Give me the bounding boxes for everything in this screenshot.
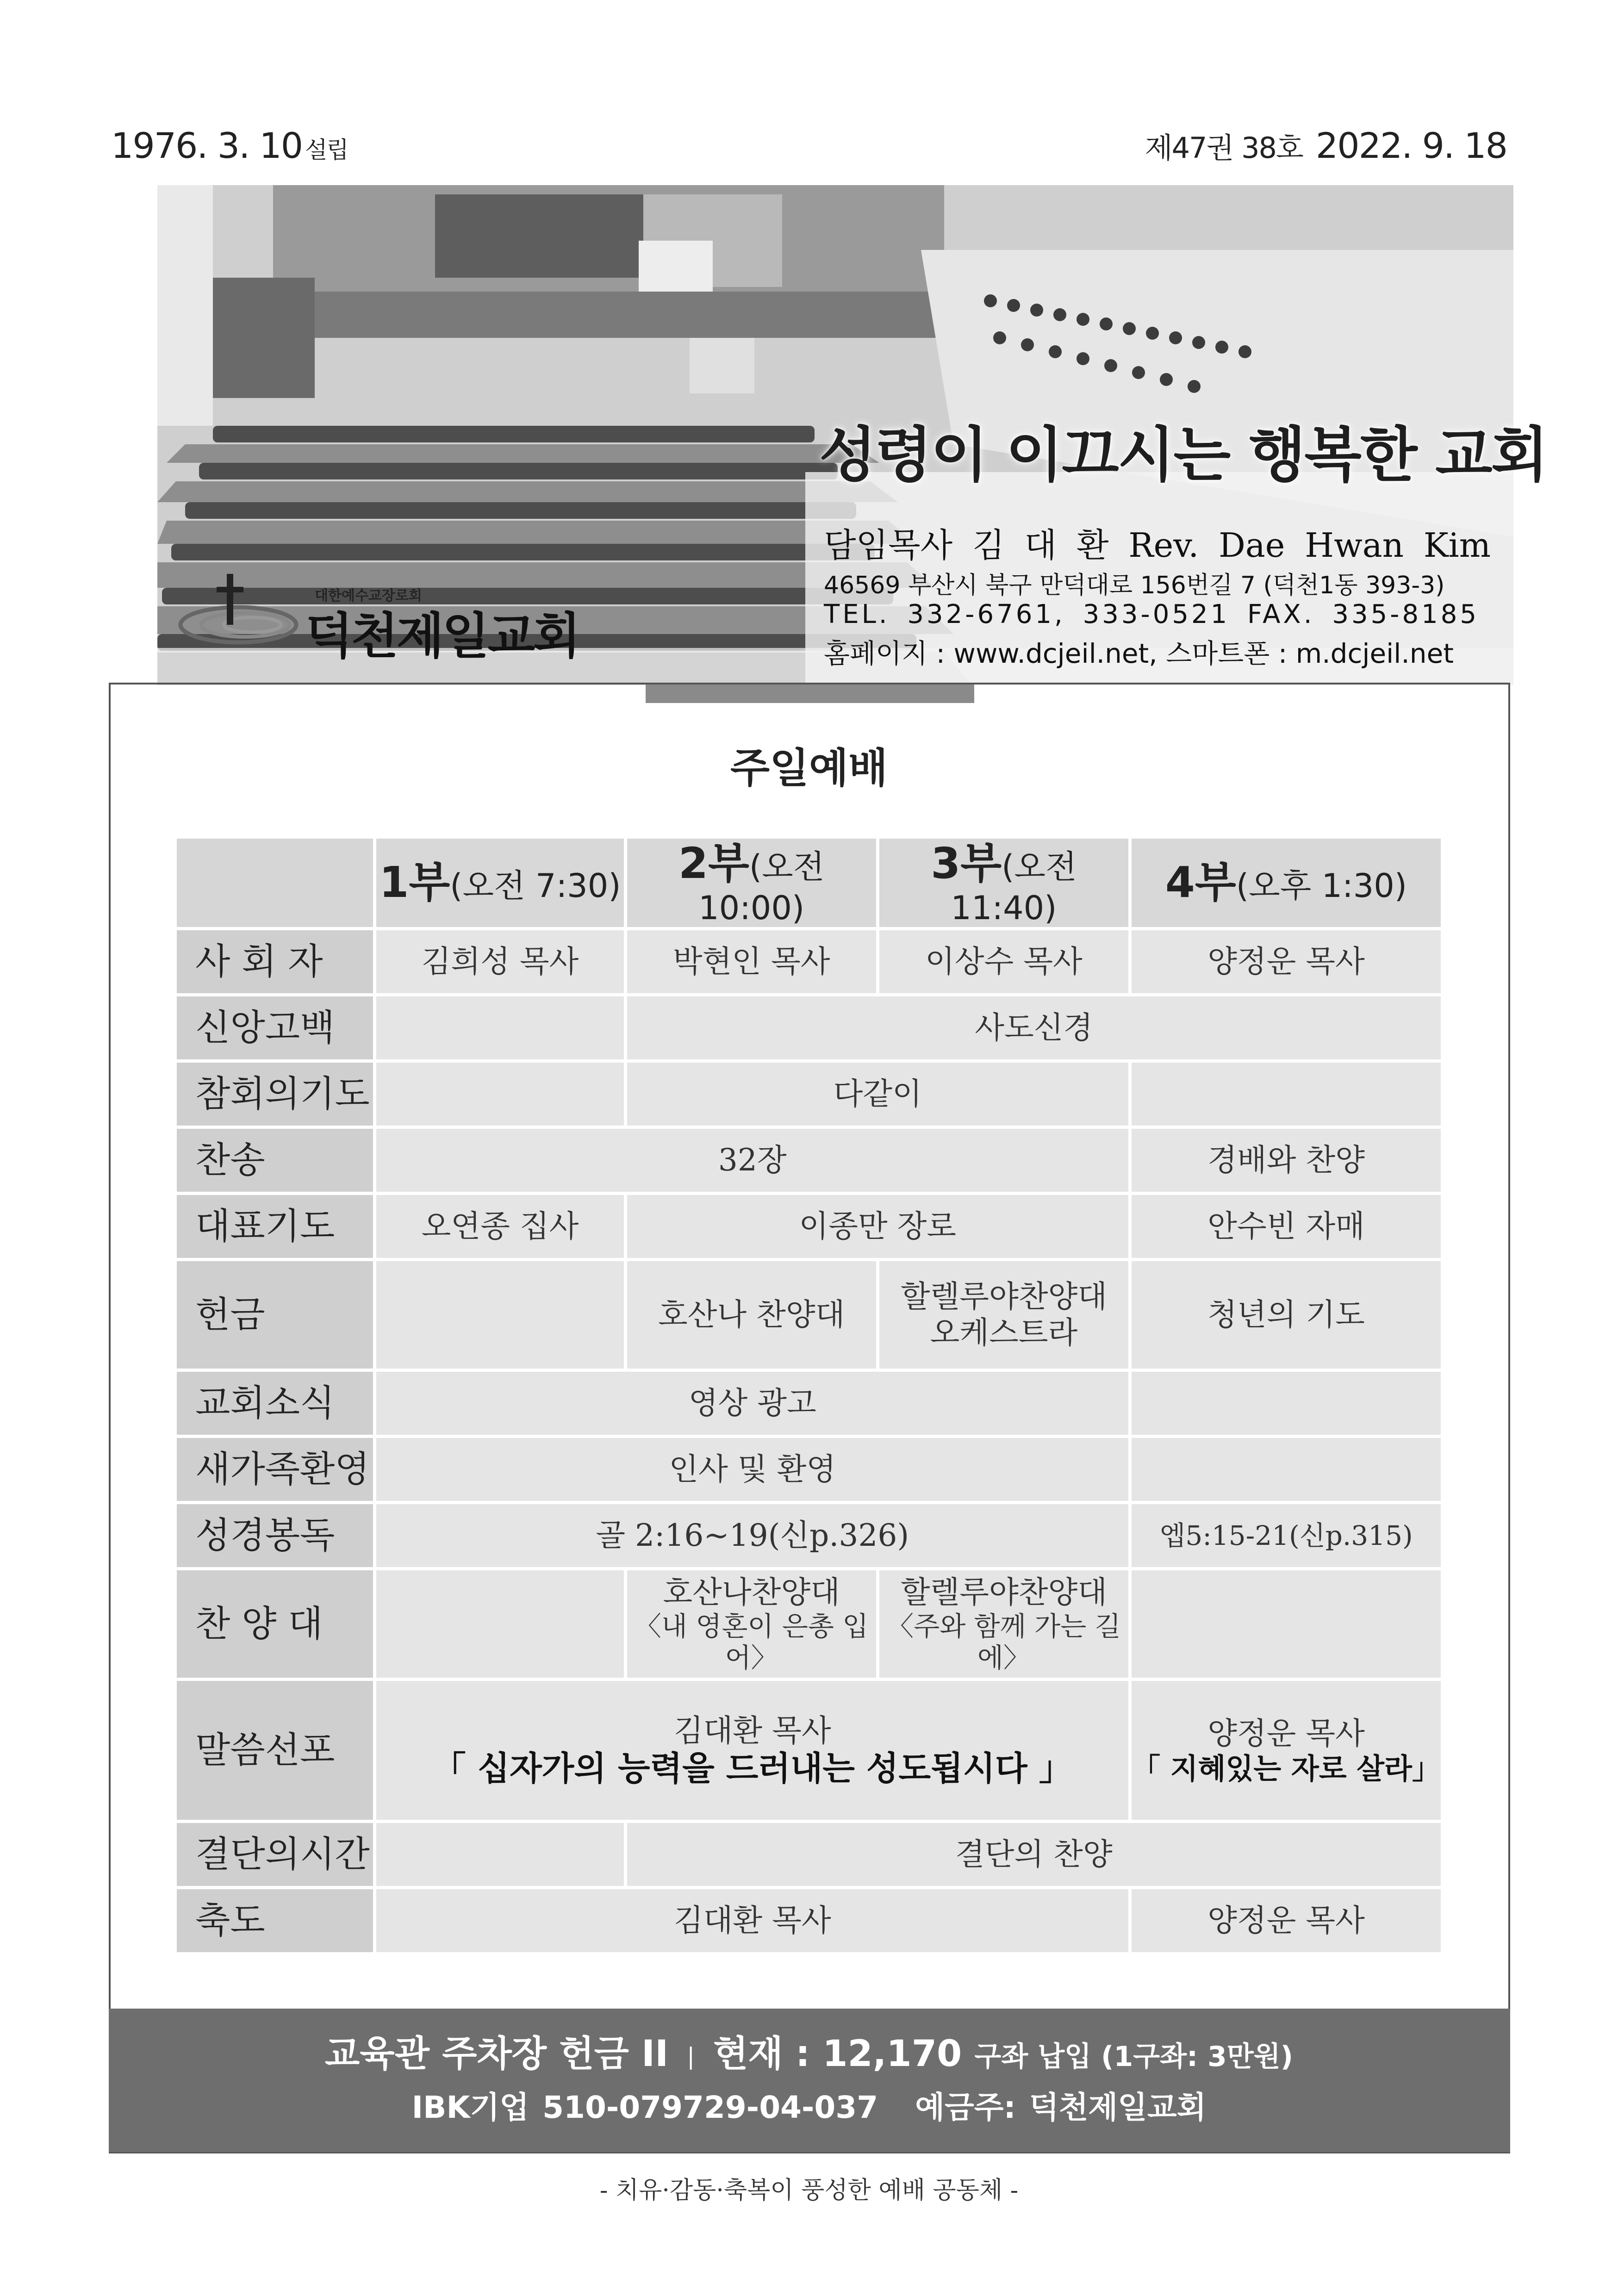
prayer-1: 오연종 집사 bbox=[376, 1195, 623, 1258]
label-decision-time: 결단의시간 bbox=[177, 1823, 373, 1886]
label-repentance-prayer: 참회의기도 bbox=[177, 1063, 373, 1126]
repent-2-3: 다같이 bbox=[627, 1063, 1129, 1126]
row-repentance-prayer bbox=[177, 1063, 1441, 1126]
row-benediction bbox=[177, 1889, 1441, 1952]
church-slogan: 성령이 이끄시는 행복한 교회 bbox=[819, 421, 1547, 490]
offering-3: 할렐루야찬양대 오케스트라 bbox=[879, 1261, 1128, 1369]
reading-1-3: 골 2:16~19(신p.326) bbox=[376, 1504, 1128, 1567]
row-church-news bbox=[177, 1372, 1441, 1435]
founded-date-value: 1976. 3. 10 bbox=[111, 125, 303, 166]
row-representative-prayer bbox=[177, 1195, 1441, 1258]
repent-4-empty bbox=[1132, 1063, 1441, 1126]
issue-info bbox=[1145, 125, 1507, 166]
presider-4: 양정운 목사 bbox=[1132, 930, 1441, 993]
offering-4: 청년의 기도 bbox=[1132, 1261, 1441, 1369]
benediction-1-3: 김대환 목사 bbox=[376, 1889, 1128, 1952]
repent-1-empty bbox=[376, 1063, 623, 1126]
header-service-4: 4부(오후 1:30) bbox=[1132, 839, 1441, 927]
label-new-family-welcome: 새가족환영 bbox=[177, 1438, 373, 1501]
row-presider bbox=[177, 930, 1441, 993]
header-service-3: 3부(오전 11:40) bbox=[879, 839, 1128, 927]
table-header-row bbox=[177, 839, 1441, 927]
label-presider: 사 회 자 bbox=[177, 930, 373, 993]
presider-1: 김희성 목사 bbox=[376, 930, 623, 993]
campaign-status-detail: 구좌 납입 (1구좌: 3만원) bbox=[974, 2041, 1294, 2073]
label-offering: 헌금 bbox=[177, 1261, 373, 1369]
row-choir bbox=[177, 1570, 1441, 1678]
welcome-1-3: 인사 및 환영 bbox=[376, 1438, 1128, 1501]
row-offering bbox=[177, 1261, 1441, 1369]
sermon-4 bbox=[1132, 1681, 1441, 1820]
worship-order-table bbox=[174, 835, 1444, 1955]
news-1-3: 영상 광고 bbox=[376, 1372, 1128, 1435]
row-decision-time bbox=[177, 1823, 1441, 1886]
offering-2: 호산나 찬양대 bbox=[627, 1261, 876, 1369]
welcome-4-empty bbox=[1132, 1438, 1441, 1501]
header-service-1: 1부(오전 7:30) bbox=[376, 839, 623, 927]
header-service-2: 2부(오전 10:00) bbox=[627, 839, 876, 927]
sermon-1-3-preacher: 김대환 목사 bbox=[673, 1712, 831, 1748]
label-choir: 찬 양 대 bbox=[177, 1570, 373, 1678]
choir-3: 할렐루야찬양대 〈주와 함께 가는 길에〉 bbox=[879, 1570, 1128, 1678]
sermon-4-title: 「 지혜있는 자로 살라」 bbox=[1132, 1751, 1441, 1786]
label-benediction: 축도 bbox=[177, 1889, 373, 1952]
choir-2: 호산나찬양대 〈내 영혼이 은총 입어〉 bbox=[627, 1570, 876, 1678]
prayer-4: 안수빈 자매 bbox=[1132, 1195, 1441, 1258]
church-motto: - 치유·감동·축복이 풍성한 예배 공동체 - bbox=[599, 2177, 1019, 2204]
worship-title: 주일예배 bbox=[730, 744, 888, 792]
news-4-empty bbox=[1132, 1372, 1441, 1435]
frame-tab-decoration bbox=[646, 684, 974, 703]
campaign-title: 교육관 주차장 헌금 II bbox=[324, 2033, 669, 2075]
row-hymn bbox=[177, 1129, 1441, 1192]
row-new-family-welcome bbox=[177, 1438, 1441, 1501]
sermon-1-3 bbox=[376, 1681, 1128, 1820]
label-sermon: 말씀선포 bbox=[177, 1681, 373, 1820]
campaign-line bbox=[0, 2025, 1618, 2077]
volume-number: 제47권 38호 bbox=[1145, 131, 1303, 165]
reading-4: 엡5:15-21(신p.315) bbox=[1132, 1504, 1441, 1567]
prayer-2-3: 이종만 장로 bbox=[627, 1195, 1129, 1258]
label-hymn: 찬송 bbox=[177, 1129, 373, 1192]
church-address: 46569 부산시 북구 만덕대로 156번길 7 (덕천1동 393-3) bbox=[824, 572, 1445, 599]
church-phone-fax: TEL. 332-6761, 333-0521 FAX. 335-8185 bbox=[824, 599, 1479, 629]
offering-1-empty bbox=[376, 1261, 623, 1369]
header-corner bbox=[177, 839, 373, 927]
sermon-4-preacher: 양정운 목사 bbox=[1207, 1715, 1365, 1751]
founded-date bbox=[111, 125, 348, 166]
campaign-separator: | bbox=[687, 2042, 695, 2070]
church-logo-icon bbox=[176, 569, 301, 648]
church-website: 홈페이지 : www.dcjeil.net, 스마트폰 : m.dcjeil.net bbox=[824, 638, 1454, 669]
bank-account: IBK기업 510-079729-04-037 bbox=[411, 2090, 878, 2125]
label-creed: 신앙고백 bbox=[177, 996, 373, 1059]
decision-2-4: 결단의 찬양 bbox=[627, 1823, 1441, 1886]
presider-2: 박현인 목사 bbox=[627, 930, 876, 993]
campaign-status: 현재 : 12,170 bbox=[713, 2033, 962, 2075]
account-holder: 예금주: 덕천제일교회 bbox=[915, 2090, 1207, 2125]
logo-church-name: 덕천제일교회 bbox=[305, 608, 579, 665]
label-representative-prayer: 대표기도 bbox=[177, 1195, 373, 1258]
bank-account-line bbox=[0, 2083, 1618, 2127]
founded-suffix: 설립 bbox=[305, 137, 348, 163]
row-creed bbox=[177, 996, 1441, 1059]
label-scripture-reading: 성경봉독 bbox=[177, 1504, 373, 1567]
senior-pastor: 담임목사 김 대 환 Rev. Dae Hwan Kim bbox=[824, 526, 1491, 565]
hymn-1-3: 32장 bbox=[376, 1129, 1128, 1192]
logo-denomination: 대한예수교장로회 bbox=[315, 588, 422, 604]
decision-1-empty bbox=[376, 1823, 623, 1886]
sermon-1-3-title: 「 십자가의 능력을 드러내는 성도됩시다 」 bbox=[432, 1748, 1072, 1788]
issue-date: 2022. 9. 18 bbox=[1315, 125, 1507, 166]
hymn-4: 경배와 찬양 bbox=[1132, 1129, 1441, 1192]
creed-2-4: 사도신경 bbox=[627, 996, 1441, 1059]
choir-4-empty bbox=[1132, 1570, 1441, 1678]
creed-1-empty bbox=[376, 996, 623, 1059]
presider-3: 이상수 목사 bbox=[879, 930, 1128, 993]
benediction-4: 양정운 목사 bbox=[1132, 1889, 1441, 1952]
label-church-news: 교회소식 bbox=[177, 1372, 373, 1435]
choir-1-empty bbox=[376, 1570, 623, 1678]
row-scripture-reading bbox=[177, 1504, 1441, 1567]
row-sermon bbox=[177, 1681, 1441, 1820]
